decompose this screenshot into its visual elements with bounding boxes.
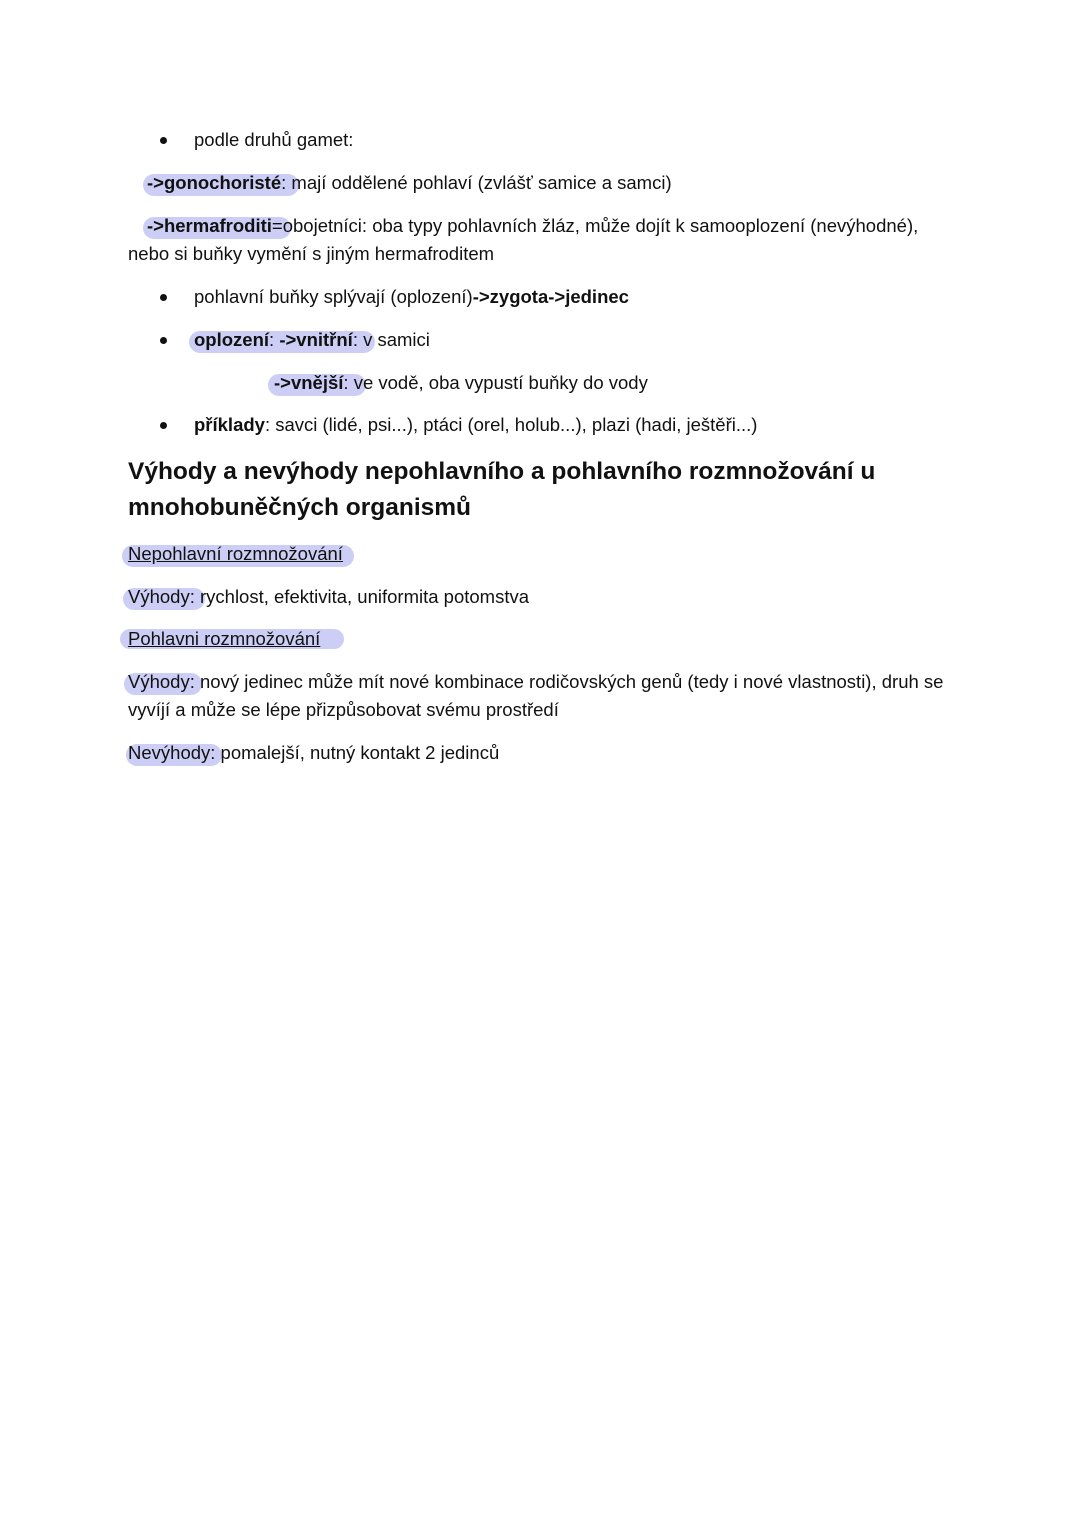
hermafroditi-line-2 [128,240,494,268]
hermafroditi-text-2: nebo si buňky vymění s jiným hermafroditem [128,243,495,264]
fertilization-outer-line [274,369,648,397]
examples-line [194,411,757,439]
fertilization-inner-line [194,326,430,354]
hermafroditi-text: obojetníci: oba typy pohlavních žláz, může dojít k samooplození (nevýhodné), [282,215,919,236]
fertilization-inner-term: ->vnitřní [279,329,353,350]
gonochoriste-line [147,169,672,197]
fusion-bold: ->zygota->jedinec [472,286,629,307]
asexual-title-line [128,540,343,568]
sexual-title-line [128,625,320,653]
fusion-line [194,283,629,311]
hermafroditi-line [147,212,918,240]
fertilization-colon: : [269,329,280,350]
gonochoriste-text: mají oddělené pohlaví (zvlášť samice a samci) [286,172,672,193]
fertilization-outer-term: ->vnější [274,372,344,393]
examples-term: příklady [194,414,265,435]
section-heading-line-1: Výhody a nevýhody nepohlavního a pohlavního rozmnožování u [128,458,876,485]
section-heading [128,454,948,526]
asexual-adv-label: Výhody: [128,586,195,607]
asexual-title: Nepohlavní rozmnožování [128,543,343,564]
asexual-advantages-line [128,583,529,611]
gametes-intro-text: podle druhů gamet: [194,129,354,150]
asexual-adv-text: rychlost, efektivita, uniformita potomstva [194,586,530,607]
sexual-adv-text: nový jedinec může mít nové kombinace rodičovských genů (tedy i nové vlastnosti), druh se vyvíjí a může se lépe přizpůsobovat svému prostředí [128,671,944,720]
sexual-adv-label: Výhody: [128,671,195,692]
examples-text: : savci (lidé, psi...), ptáci (orel, holub...), plazi (hadi, ještěři...) [264,414,758,435]
hermafroditi-eq: = [271,215,283,236]
sexual-title: Pohlavni rozmnožování [128,628,321,649]
fertilization-outer-text: : ve vodě, oba vypustí buňky do vody [343,372,648,393]
gonochoriste-colon: : [281,172,287,193]
bullet-dot [160,422,167,429]
gametes-intro [194,126,353,154]
sexual-disadv-label: Nevýhody: [128,742,216,763]
hermafroditi-term: ->hermafroditi [147,215,272,236]
sexual-disadv-text: pomalejší, nutný kontakt 2 jedinců [215,742,500,763]
section-heading-line-2: mnohobuněčných organismů [128,494,472,521]
fertilization-term: oplození [194,329,270,350]
sexual-advantages [128,668,958,724]
bullet-dot [160,137,167,144]
gonochoriste-term: ->gonochoristé [147,172,282,193]
bullet-dot [160,294,167,301]
fertilization-inner-text: : v samici [352,329,430,350]
fusion-text: pohlavní buňky splývají (oplození) [194,286,473,307]
bullet-dot [160,337,167,344]
sexual-disadvantages-line [128,739,499,767]
